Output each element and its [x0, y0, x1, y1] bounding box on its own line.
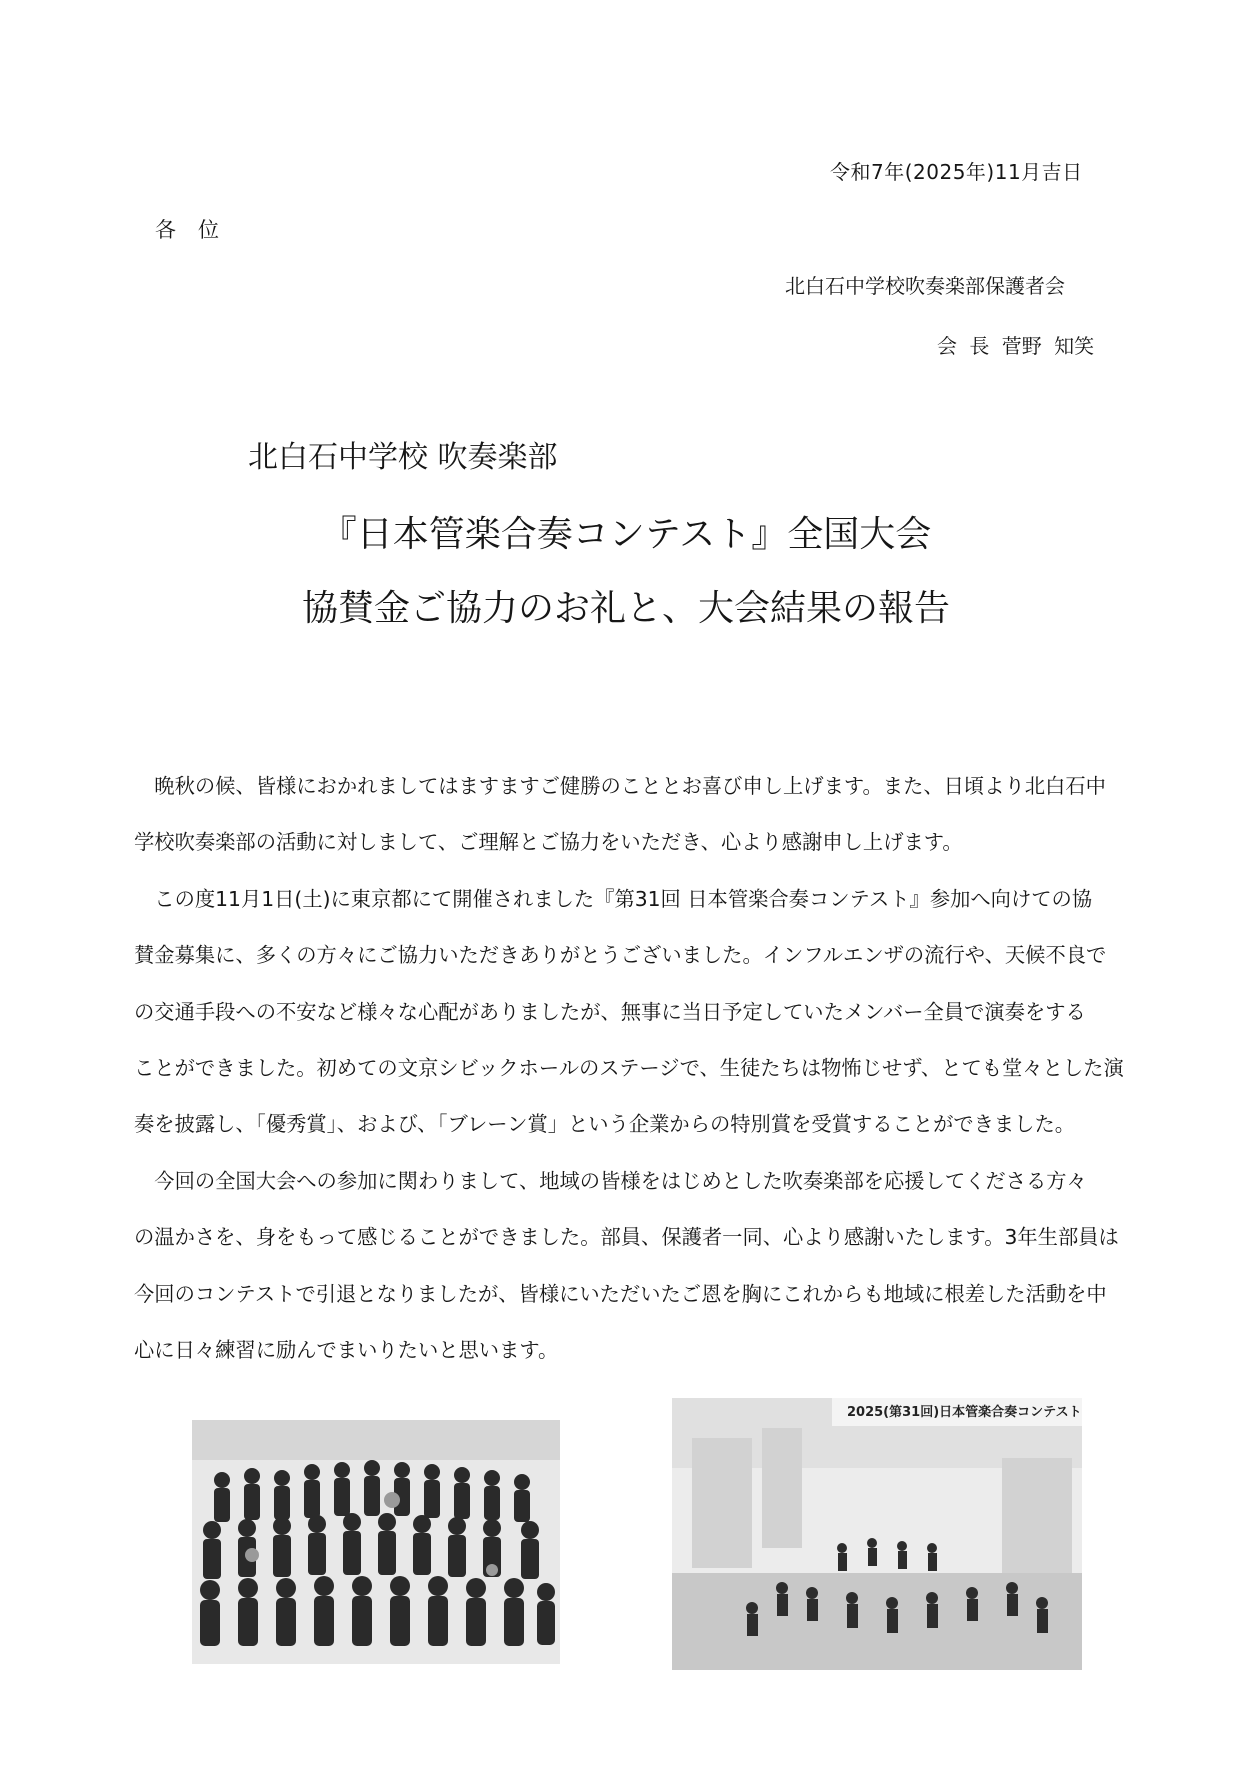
- group-photo: [192, 1420, 560, 1664]
- body-line: の交通手段への不安など様々な心配がありましたが、無事に当日予定していたメンバー全員で演奏をする: [134, 999, 1086, 1024]
- group-photo-image: [192, 1420, 560, 1664]
- body-line: 今回のコンテストで引退となりましたが、皆様にいただいたご恩を胸にこれからも地域に根差した活動を中: [134, 1281, 1107, 1306]
- body-line: 学校吹奏楽部の活動に対しまして、ご理解とご協力をいただき、心より感謝申し上げます。: [134, 830, 963, 855]
- stage-banner-text: 2025(第31回)日本管楽合奏コンテスト: [847, 1405, 1082, 1420]
- body-line: 賛金募集に、多くの方々にご協力いただきありがとうございました。インフルエンザの流行や、天候不良で: [134, 943, 1107, 968]
- body-line: ことができました。初めての文京シビックホールのステージで、生徒たちは物怖じせず、とても堂々とした演: [134, 1056, 1124, 1081]
- title-subject: 協賛金ご協力のお礼と、大会結果の報告: [301, 588, 950, 629]
- paragraph-thanks: [134, 1153, 1134, 1379]
- body-line: 心に日々練習に励んでまいりたいと思います。: [134, 1338, 559, 1363]
- title-school-club: 北白石中学校 吹奏楽部: [248, 440, 558, 475]
- paragraph-greeting: [134, 758, 1134, 871]
- body-line: 今回の全国大会への参加に関わりまして、地域の皆様をはじめとした吹奏楽部を応援してくださる方々: [154, 1168, 1087, 1193]
- body-line: この度11月1日(土)に東京都にて開催されました『第31回 日本管楽合奏コンテスト』参加へ向けての協: [154, 886, 1093, 911]
- sender-organization: 北白石中学校吹奏楽部保護者会: [785, 274, 1065, 298]
- sender-name: 会 長 菅野 知笑: [937, 334, 1095, 358]
- stage-photo-image: [672, 1398, 1082, 1670]
- body-line: 晩秋の候、皆様におかれましてはますますご健勝のこととお喜び申し上げます。また、日頃より北白石中: [154, 774, 1106, 798]
- paragraph-report: [134, 871, 1134, 1153]
- body-line: 奏を披露し、「優秀賞」、および、「ブレーン賞」という企業からの特別賞を受賞することができました。: [134, 1112, 1076, 1137]
- stage-photo: [672, 1398, 1082, 1670]
- letter-date: 令和7年(2025年)11月吉日: [830, 160, 1083, 184]
- body-line: の温かさを、身をもって感じることができました。部員、保護者一同、心より感謝いたします。3年生部員は: [134, 1225, 1119, 1250]
- letter-body: [134, 758, 1134, 1378]
- title-contest: 『日本管楽合奏コンテスト』全国大会: [320, 514, 932, 555]
- addressee: 各位: [155, 218, 241, 242]
